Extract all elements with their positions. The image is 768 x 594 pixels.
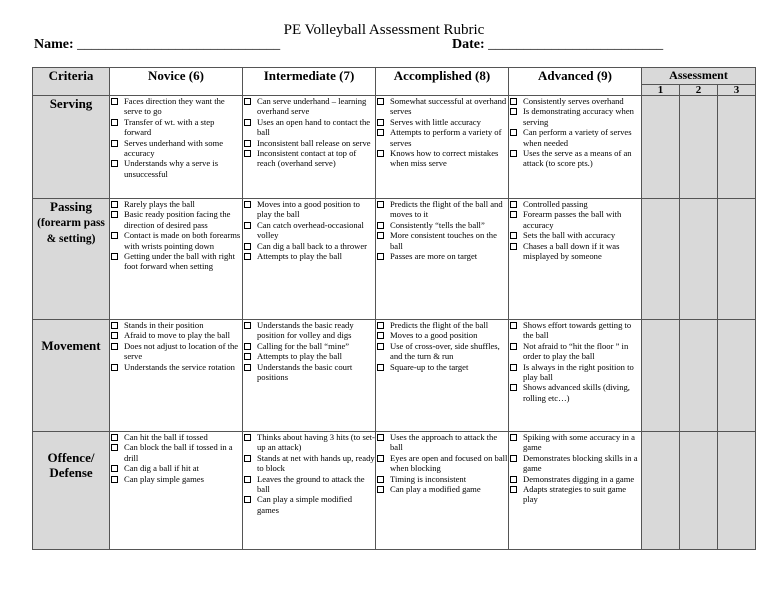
- checkbox-icon[interactable]: [111, 119, 118, 126]
- score-cell-3[interactable]: [718, 199, 756, 320]
- criterion-cell: [33, 96, 110, 199]
- checklist-item: Adapts strategies to suit game play: [509, 484, 641, 505]
- checkbox-icon[interactable]: [377, 253, 384, 260]
- checklist-item: Serves with little accuracy: [376, 117, 508, 127]
- score-cell-3[interactable]: [718, 96, 756, 199]
- checklist-item: Eyes are open and focused on ball when blocking: [376, 453, 508, 474]
- checkbox-icon[interactable]: [111, 476, 118, 483]
- checkbox-icon[interactable]: [377, 486, 384, 493]
- checkbox-icon[interactable]: [377, 455, 384, 462]
- checkbox-icon[interactable]: [377, 129, 384, 136]
- criterion-cell: [33, 199, 110, 320]
- checklist-item: Serves underhand with some accuracy: [110, 138, 242, 159]
- checklist-item: Does not adjust to location of the serve: [110, 341, 242, 362]
- checkbox-icon[interactable]: [111, 434, 118, 441]
- criterion-label: Serving: [49, 96, 93, 111]
- score-cell-2[interactable]: [680, 320, 718, 432]
- checkbox-icon[interactable]: [111, 232, 118, 239]
- checkbox-icon[interactable]: [244, 364, 251, 371]
- checkbox-icon[interactable]: [244, 476, 251, 483]
- header-assessment-3: 3: [718, 85, 756, 96]
- checklist-item: Can play a modified game: [376, 484, 508, 494]
- name-blank: _____________________________: [77, 37, 281, 52]
- rubric-row-passing: [33, 199, 756, 320]
- checklist-item: Demonstrates digging in a game: [509, 474, 641, 484]
- header-advanced: Advanced (9): [509, 68, 642, 96]
- score-cell-1[interactable]: [642, 320, 680, 432]
- accomplished-cell: [376, 96, 509, 199]
- checklist-item: Uses an open hand to contact the ball: [243, 117, 375, 138]
- checkbox-icon[interactable]: [510, 476, 517, 483]
- checklist-item: Can hit the ball if tossed: [110, 432, 242, 442]
- checklist-item: Sets the ball with accuracy: [509, 230, 641, 240]
- header-intermediate: Intermediate (7): [243, 68, 376, 96]
- checklist-item: Shows advanced skills (diving, rolling etc…): [509, 382, 641, 403]
- novice-cell: [110, 320, 243, 432]
- checkbox-icon[interactable]: [510, 150, 517, 157]
- checklist-item: Is demonstrating accuracy when serving: [509, 106, 641, 127]
- checklist-item: Uses the serve as a means of an attack (to score pts.): [509, 148, 641, 169]
- checklist-item: Understands the service rotation: [110, 362, 242, 372]
- header-criteria: Criteria: [33, 68, 110, 96]
- checklist-item: Forearm passes the ball with accuracy: [509, 209, 641, 230]
- checklist-item: Moves to a good position: [376, 330, 508, 340]
- checkbox-icon[interactable]: [111, 343, 118, 350]
- checklist-item: Afraid to move to play the ball: [110, 330, 242, 340]
- checkbox-icon[interactable]: [510, 455, 517, 462]
- checkbox-icon[interactable]: [510, 232, 517, 239]
- checkbox-icon[interactable]: [377, 201, 384, 208]
- name-field: [34, 37, 280, 53]
- checklist-item: Understands the basic ready position for volley and digs: [243, 320, 375, 341]
- advanced-cell: [509, 96, 642, 199]
- checkbox-icon[interactable]: [510, 384, 517, 391]
- header-novice: Novice (6): [110, 68, 243, 96]
- score-cell-2[interactable]: [680, 96, 718, 199]
- novice-cell: [110, 96, 243, 199]
- name-label: Name:: [34, 37, 74, 52]
- checkbox-icon[interactable]: [510, 108, 517, 115]
- checkbox-icon[interactable]: [510, 343, 517, 350]
- checkbox-icon[interactable]: [377, 150, 384, 157]
- checkbox-icon[interactable]: [111, 332, 118, 339]
- checkbox-icon[interactable]: [510, 201, 517, 208]
- checkbox-icon[interactable]: [111, 98, 118, 105]
- checklist-item: Demonstrates blocking skills in a game: [509, 453, 641, 474]
- header-assessment-1: 1: [642, 85, 680, 96]
- checkbox-icon[interactable]: [510, 434, 517, 441]
- checkbox-icon[interactable]: [244, 434, 251, 441]
- score-cell-1[interactable]: [642, 199, 680, 320]
- checklist-item: Faces direction they want the serve to go: [110, 96, 242, 117]
- checkbox-icon[interactable]: [377, 222, 384, 229]
- date-field: [452, 37, 663, 53]
- checkbox-icon[interactable]: [244, 253, 251, 260]
- checkbox-icon[interactable]: [377, 434, 384, 441]
- checkbox-icon[interactable]: [244, 343, 251, 350]
- novice-cell: [110, 199, 243, 320]
- checklist-item: Attempts to play the ball: [243, 251, 375, 261]
- rubric-row-movement: [33, 320, 756, 432]
- checkbox-icon[interactable]: [244, 140, 251, 147]
- checklist-item: Contact is made on both forearms with wrists pointing down: [110, 230, 242, 251]
- checklist-item: Attempts to perform a variety of serves: [376, 127, 508, 148]
- checklist-item: Leaves the ground to attack the ball: [243, 474, 375, 495]
- checkbox-icon[interactable]: [244, 243, 251, 250]
- checklist-item: Consistently “tells the ball”: [376, 220, 508, 230]
- checkbox-icon[interactable]: [111, 364, 118, 371]
- advanced-cell: [509, 199, 642, 320]
- rubric-row-offence-defense: [33, 432, 756, 550]
- checklist-item: Can serve underhand – learning overhand serve: [243, 96, 375, 117]
- criterion-sublabel: (forearm pass & setting): [37, 217, 105, 245]
- checklist-item: Consistently serves overhand: [509, 96, 641, 106]
- checklist-item: Somewhat successful at overhand serves: [376, 96, 508, 117]
- checkbox-icon[interactable]: [377, 232, 384, 239]
- date-label: Date:: [452, 37, 485, 52]
- checklist-item: Stands at net with hands up, ready to block: [243, 453, 375, 474]
- checkbox-icon[interactable]: [244, 98, 251, 105]
- checklist-item: Transfer of wt. with a step forward: [110, 117, 242, 138]
- checklist-item: Shows effort towards getting to the ball: [509, 320, 641, 341]
- checklist-item: Inconsistent contact at top of reach (overhand serve): [243, 148, 375, 169]
- accomplished-cell: [376, 199, 509, 320]
- score-cell-3[interactable]: [718, 432, 756, 550]
- accomplished-cell: [376, 432, 509, 550]
- score-cell-1[interactable]: [642, 96, 680, 199]
- checklist-item: Can play a simple modified games: [243, 494, 375, 515]
- checklist-item: Chases a ball down if it was misplayed by someone: [509, 241, 641, 262]
- header-accomplished: Accomplished (8): [376, 68, 509, 96]
- checkbox-icon[interactable]: [244, 322, 251, 329]
- checklist-item: Can block the ball if tossed in a drill: [110, 442, 242, 463]
- intermediate-cell: [243, 96, 376, 199]
- checklist-item: Rarely plays the ball: [110, 199, 242, 209]
- checklist-item: Basic ready position facing the direction of desired pass: [110, 209, 242, 230]
- checklist-item: Controlled passing: [509, 199, 641, 209]
- checkbox-icon[interactable]: [244, 119, 251, 126]
- checkbox-icon[interactable]: [244, 201, 251, 208]
- checklist-item: Can dig a ball if hit at: [110, 463, 242, 473]
- checklist-item: Passes are more on target: [376, 251, 508, 261]
- checkbox-icon[interactable]: [377, 332, 384, 339]
- criterion-label: Passing: [50, 199, 92, 214]
- checkbox-icon[interactable]: [111, 253, 118, 260]
- page-title: PE Volleyball Assessment Rubric: [283, 22, 485, 38]
- checklist-item: Attempts to play the ball: [243, 351, 375, 361]
- accomplished-cell: [376, 320, 509, 432]
- header-assessment: Assessment: [642, 68, 756, 85]
- checkbox-icon[interactable]: [510, 243, 517, 250]
- intermediate-cell: [243, 199, 376, 320]
- rubric-table: [32, 67, 756, 550]
- score-cell-3[interactable]: [718, 320, 756, 432]
- checklist-item: Predicts the flight of the ball: [376, 320, 508, 330]
- checklist-item: Square-up to the target: [376, 362, 508, 372]
- checkbox-icon[interactable]: [244, 150, 251, 157]
- checkbox-icon[interactable]: [510, 364, 517, 371]
- checkbox-icon[interactable]: [377, 98, 384, 105]
- novice-cell: [110, 432, 243, 550]
- criterion-label: Movement: [41, 338, 101, 353]
- checklist-item: Knows how to correct mistakes when miss serve: [376, 148, 508, 169]
- checkbox-icon[interactable]: [111, 465, 118, 472]
- checkbox-icon[interactable]: [510, 129, 517, 136]
- advanced-cell: [509, 432, 642, 550]
- checklist-item: Can play simple games: [110, 474, 242, 484]
- checkbox-icon[interactable]: [244, 496, 251, 503]
- checkbox-icon[interactable]: [377, 322, 384, 329]
- checklist-item: Thinks about having 3 hits (to set-up an attack): [243, 432, 375, 453]
- criterion-cell: [33, 320, 110, 432]
- checkbox-icon[interactable]: [377, 343, 384, 350]
- checkbox-icon[interactable]: [111, 211, 118, 218]
- checklist-item: Spiking with some accuracy in a game: [509, 432, 641, 453]
- checkbox-icon[interactable]: [510, 211, 517, 218]
- checklist-item: Use of cross-over, side shuffles, and the turn & run: [376, 341, 508, 362]
- checkbox-icon[interactable]: [510, 322, 517, 329]
- advanced-cell: [509, 320, 642, 432]
- score-cell-2[interactable]: [680, 432, 718, 550]
- checkbox-icon[interactable]: [377, 119, 384, 126]
- checkbox-icon[interactable]: [111, 322, 118, 329]
- criterion-label: Offence/ Defense: [47, 450, 95, 480]
- checklist-item: Understands the basic court positions: [243, 362, 375, 383]
- checklist-item: Calling for the ball “mine”: [243, 341, 375, 351]
- date-blank: _________________________: [488, 37, 664, 52]
- score-cell-1[interactable]: [642, 432, 680, 550]
- checkbox-icon[interactable]: [377, 476, 384, 483]
- checkbox-icon[interactable]: [244, 455, 251, 462]
- checklist-item: Can perform a variety of serves when needed: [509, 127, 641, 148]
- checklist-item: Is always in the right position to play ball: [509, 362, 641, 383]
- checkbox-icon[interactable]: [111, 160, 118, 167]
- checklist-item: More consistent touches on the ball: [376, 230, 508, 251]
- checklist-item: Predicts the flight of the ball and moves to it: [376, 199, 508, 220]
- checkbox-icon[interactable]: [111, 201, 118, 208]
- checklist-item: Inconsistent ball release on serve: [243, 138, 375, 148]
- rubric-row-serving: [33, 96, 756, 199]
- checkbox-icon[interactable]: [510, 486, 517, 493]
- checklist-item: Timing is inconsistent: [376, 474, 508, 484]
- checklist-item: Getting under the ball with right foot forward when setting: [110, 251, 242, 272]
- score-cell-2[interactable]: [680, 199, 718, 320]
- criterion-cell: [33, 432, 110, 550]
- checklist-item: Not afraid to “hit the floor ” in order to play the ball: [509, 341, 641, 362]
- checklist-item: Stands in their position: [110, 320, 242, 330]
- checkbox-icon[interactable]: [111, 444, 118, 451]
- checkbox-icon[interactable]: [377, 364, 384, 371]
- checkbox-icon[interactable]: [111, 140, 118, 147]
- checklist-item: Can dig a ball back to a thrower: [243, 241, 375, 251]
- intermediate-cell: [243, 320, 376, 432]
- checkbox-icon[interactable]: [244, 222, 251, 229]
- checklist-item: Understands why a serve is unsuccessful: [110, 158, 242, 179]
- intermediate-cell: [243, 432, 376, 550]
- header-assessment-2: 2: [680, 85, 718, 96]
- checkbox-icon[interactable]: [510, 98, 517, 105]
- checklist-item: Moves into a good position to play the ball: [243, 199, 375, 220]
- checkbox-icon[interactable]: [244, 353, 251, 360]
- checklist-item: Uses the approach to attack the ball: [376, 432, 508, 453]
- checklist-item: Can catch overhead-occasional volley: [243, 220, 375, 241]
